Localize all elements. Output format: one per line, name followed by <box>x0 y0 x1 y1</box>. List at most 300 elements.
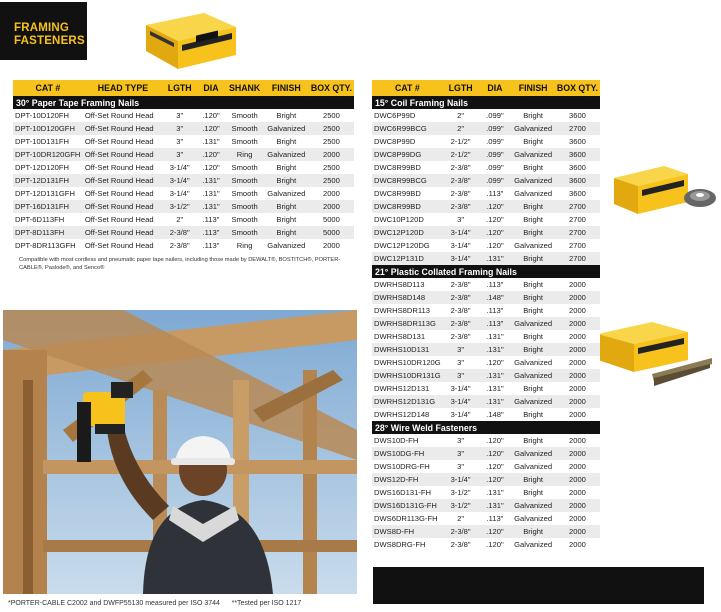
column-header: LGTH <box>163 80 197 96</box>
table-cell: DWC10P120D <box>372 213 443 226</box>
table-row <box>372 447 600 460</box>
table-row <box>372 434 600 447</box>
table-cell: .131" <box>479 369 512 382</box>
table-cell: DWRHS8D113 <box>372 278 443 291</box>
table-row <box>372 460 600 473</box>
table-cell: 2000 <box>555 460 600 473</box>
table-row <box>372 330 600 343</box>
section-header <box>372 96 600 109</box>
table-cell: Off-Set Round Head <box>83 200 163 213</box>
table-row <box>13 213 354 226</box>
table-header-row <box>13 80 354 96</box>
table-cell: .131" <box>196 135 225 148</box>
worker-nailing-framing-photo <box>3 310 357 594</box>
table-cell: 2000 <box>555 356 600 369</box>
table-cell: 3-1/4" <box>443 395 479 408</box>
table-cell: DWRHS12D131G <box>372 395 443 408</box>
table-cell: 2000 <box>309 239 354 252</box>
column-header: FINISH <box>264 80 309 96</box>
table-cell: DPT-8D113FH <box>13 226 83 239</box>
table-row <box>13 226 354 239</box>
table-cell: Bright <box>264 226 309 239</box>
table-cell: 3-1/4" <box>163 161 197 174</box>
table-cell: DWC12P120D <box>372 226 443 239</box>
column-header: FINISH <box>511 80 555 96</box>
table-cell: 2-3/8" <box>443 174 479 187</box>
section-header <box>13 96 354 109</box>
table-row <box>372 473 600 486</box>
table-cell: Galvanized <box>511 460 555 473</box>
table-cell: Smooth <box>226 200 264 213</box>
table-cell: 2-1/2" <box>443 148 479 161</box>
table-cell: DWC12P131D <box>372 252 443 265</box>
table-cell: Off-Set Round Head <box>83 148 163 161</box>
table-cell: DWRHS10DR131G <box>374 371 441 380</box>
paper-tape-nails-table <box>13 80 354 252</box>
table-cell: 3" <box>163 135 197 148</box>
section-header <box>372 265 600 278</box>
table-cell: .131" <box>479 486 512 499</box>
table-cell: Smooth <box>226 135 264 148</box>
table-cell: Bright <box>511 330 555 343</box>
table-cell: 2000 <box>555 486 600 499</box>
table-cell: 2-3/8" <box>443 187 479 200</box>
table-row <box>372 252 600 265</box>
table-row <box>13 187 354 200</box>
table-cell: Off-Set Round Head <box>83 161 163 174</box>
table-cell: 2000 <box>555 291 600 304</box>
table-cell: DWRHS12D131 <box>372 382 443 395</box>
table-cell: 2-3/8" <box>443 161 479 174</box>
column-header: DIA <box>479 80 512 96</box>
table-cell: DWRHS10D131 <box>372 343 443 356</box>
table-row <box>13 174 354 187</box>
table-row <box>372 486 600 499</box>
table-cell: 2000 <box>555 317 600 330</box>
table-cell: .099" <box>479 122 512 135</box>
table-cell: 2-3/8" <box>443 538 479 551</box>
table-cell: .131" <box>196 187 225 200</box>
table-cell: Bright <box>511 200 555 213</box>
table-cell: 2000 <box>555 408 600 421</box>
table-cell: 3-1/4" <box>443 473 479 486</box>
table-row <box>372 200 600 213</box>
table-row <box>372 174 600 187</box>
table-cell: Galvanized <box>511 187 555 200</box>
table-cell: Bright <box>511 109 555 122</box>
table-cell: DWS16D131G-FH <box>372 499 443 512</box>
table-cell: 2-3/8" <box>443 317 479 330</box>
table-cell: Smooth <box>226 226 264 239</box>
title-line-1: FRAMING <box>14 22 70 34</box>
table-cell: DPT-6D113FH <box>13 213 83 226</box>
table-cell: 5000 <box>309 213 354 226</box>
table-cell: 2-3/8" <box>443 525 479 538</box>
table-cell: Off-Set Round Head <box>83 226 163 239</box>
table-cell: Bright <box>511 486 555 499</box>
table-cell: .131" <box>479 343 512 356</box>
table-cell: 2-3/8" <box>443 304 479 317</box>
table-cell: .120" <box>196 161 225 174</box>
table-cell: Smooth <box>226 187 264 200</box>
column-header: LGTH <box>443 80 479 96</box>
table-cell: DWS12D-FH <box>372 473 443 486</box>
table-cell: 2-3/8" <box>163 226 197 239</box>
table-cell: DPT-10DR120GFH <box>13 148 83 161</box>
table-cell: Smooth <box>226 174 264 187</box>
table-cell: 3-1/4" <box>163 174 197 187</box>
table-cell: DWS16D131-FH <box>372 486 443 499</box>
table-row <box>372 135 600 148</box>
table-row <box>372 408 600 421</box>
table-cell: .099" <box>479 135 512 148</box>
paper-tape-nail-box-image <box>138 5 240 77</box>
table-cell: .120" <box>196 148 225 161</box>
table-cell: .120" <box>479 525 512 538</box>
table-cell: .113" <box>479 187 512 200</box>
table-cell: 2000 <box>555 330 600 343</box>
table-row <box>13 109 354 122</box>
table-row <box>372 122 600 135</box>
table-cell: Bright <box>511 408 555 421</box>
table-cell: 3-1/4" <box>443 252 479 265</box>
table-cell: DWC8R99BD <box>372 161 443 174</box>
table-cell: Off-Set Round Head <box>83 213 163 226</box>
table-cell: .120" <box>479 447 512 460</box>
table-cell: 3600 <box>555 109 600 122</box>
table-row <box>372 369 600 382</box>
table-row <box>372 317 600 330</box>
table-cell: Galvanized <box>511 447 555 460</box>
table-cell: Smooth <box>226 161 264 174</box>
table-cell: Bright <box>264 200 309 213</box>
table-cell: .099" <box>479 174 512 187</box>
table-cell: .099" <box>479 148 512 161</box>
table-cell: DWC8R99BCG <box>372 174 443 187</box>
framing-nails-table <box>372 80 600 551</box>
table-cell: 2000 <box>555 525 600 538</box>
table-cell: 3" <box>443 434 479 447</box>
table-cell: Bright <box>511 434 555 447</box>
table-cell: Galvanized <box>511 512 555 525</box>
table-cell: 2500 <box>309 161 354 174</box>
table-cell: 2700 <box>555 200 600 213</box>
table-cell: .120" <box>196 122 225 135</box>
table-cell: 2000 <box>555 304 600 317</box>
table-cell: 3-1/4" <box>443 226 479 239</box>
table-cell: 3" <box>163 148 197 161</box>
table-cell: Smooth <box>226 122 264 135</box>
footer-black-bar <box>373 567 704 604</box>
table-cell: 2000 <box>555 434 600 447</box>
table-cell: .148" <box>479 408 512 421</box>
table-cell: .113" <box>479 278 512 291</box>
table-cell: Galvanized <box>264 148 309 161</box>
table-cell: Bright <box>264 213 309 226</box>
table-cell: 2500 <box>309 174 354 187</box>
table-cell: 3" <box>443 460 479 473</box>
table-cell: .113" <box>479 317 512 330</box>
table-cell: DWS6DR113G-FH <box>372 512 443 525</box>
table-row <box>13 148 354 161</box>
table-cell: 3" <box>443 343 479 356</box>
table-cell: DPT-8DR113GFH <box>13 239 83 252</box>
table-row <box>372 278 600 291</box>
title-line-2: FASTENERS <box>14 35 85 47</box>
table-cell: .120" <box>479 213 512 226</box>
table-cell: 3600 <box>555 161 600 174</box>
table-cell: .131" <box>479 499 512 512</box>
table-cell: 2000 <box>309 148 354 161</box>
table-cell: 2700 <box>555 122 600 135</box>
table-cell: 2" <box>443 512 479 525</box>
column-header: DIA <box>196 80 225 96</box>
table-row <box>372 499 600 512</box>
table-cell: .113" <box>196 239 225 252</box>
table-cell: Galvanized <box>511 356 555 369</box>
table-cell: Galvanized <box>511 538 555 551</box>
table-row <box>372 304 600 317</box>
table-cell: 2" <box>163 213 197 226</box>
table-cell: DWRHS8DR113 <box>372 304 443 317</box>
table-cell: Galvanized <box>264 239 309 252</box>
table-cell: 5000 <box>309 226 354 239</box>
table-cell: .120" <box>479 356 512 369</box>
table-cell: .113" <box>479 304 512 317</box>
table-cell: .120" <box>479 460 512 473</box>
table-cell: .099" <box>479 161 512 174</box>
section-title: 21° Plastic Collated Framing Nails <box>372 265 600 278</box>
table-cell: 2" <box>443 109 479 122</box>
table-cell: 2000 <box>309 187 354 200</box>
table-cell: .131" <box>196 200 225 213</box>
table-cell: 3" <box>443 369 479 382</box>
coil-nail-box-image <box>608 160 720 220</box>
table-cell: .120" <box>479 434 512 447</box>
table-cell: DWRHS12D148 <box>372 408 443 421</box>
table-cell: DWC8R99BD <box>372 187 443 200</box>
table-cell: Smooth <box>226 109 264 122</box>
section-title: 28° Wire Weld Fasteners <box>372 421 600 434</box>
table-row <box>372 148 600 161</box>
table-cell: 2000 <box>555 538 600 551</box>
column-header: CAT # <box>13 80 83 96</box>
table-cell: 2000 <box>555 278 600 291</box>
table-cell: 3600 <box>555 174 600 187</box>
table-cell: Off-Set Round Head <box>83 239 163 252</box>
table-row <box>13 135 354 148</box>
table-cell: Bright <box>264 135 309 148</box>
column-header: HEAD TYPE <box>83 80 163 96</box>
column-header: CAT # <box>372 80 443 96</box>
table-cell: 3-1/4" <box>443 408 479 421</box>
table-cell: Bright <box>511 382 555 395</box>
table-cell: 2500 <box>309 109 354 122</box>
table-cell: Bright <box>511 135 555 148</box>
table-cell: 3-1/4" <box>443 239 479 252</box>
table-cell: 3-1/2" <box>443 486 479 499</box>
table-cell: DWRHS8D148 <box>372 291 443 304</box>
table-cell: Bright <box>511 525 555 538</box>
table-cell: 2700 <box>555 226 600 239</box>
table-cell: .099" <box>479 109 512 122</box>
table-cell: Bright <box>511 343 555 356</box>
table-cell: DWC8R99BD <box>372 200 443 213</box>
table-cell: .120" <box>479 200 512 213</box>
table-cell: 2-3/8" <box>443 291 479 304</box>
footer-note-2: **Tested per ISO 1217 <box>231 600 302 607</box>
table-cell: .131" <box>479 395 512 408</box>
table-row <box>13 239 354 252</box>
table-cell: .120" <box>196 109 225 122</box>
table-cell: 2000 <box>555 447 600 460</box>
table-cell: Off-Set Round Head <box>83 187 163 200</box>
table-cell: 2000 <box>555 382 600 395</box>
table-cell: 2500 <box>309 122 354 135</box>
page-title <box>0 2 87 60</box>
table-row <box>372 512 600 525</box>
table-cell: Bright <box>511 291 555 304</box>
table-cell: Bright <box>511 213 555 226</box>
table-cell: Galvanized <box>511 174 555 187</box>
table-row <box>372 187 600 200</box>
section-title: 15° Coil Framing Nails <box>372 96 600 109</box>
table-cell: Galvanized <box>511 499 555 512</box>
table-cell: DWS10DG-FH <box>372 447 443 460</box>
table-cell: DWS10D-FH <box>372 434 443 447</box>
table-cell: 3600 <box>555 135 600 148</box>
table-row <box>372 538 600 551</box>
table-cell: Galvanized <box>511 317 555 330</box>
table-cell: .120" <box>479 473 512 486</box>
table-cell: Bright <box>511 304 555 317</box>
table-cell: Galvanized <box>511 395 555 408</box>
table-cell: DWS8D-FH <box>372 525 443 538</box>
table-cell: 3" <box>443 213 479 226</box>
table-cell: 2-3/8" <box>443 278 479 291</box>
table-cell: DWRHS10DR120G <box>374 358 441 367</box>
table-cell: DPT-10D131FH <box>13 135 83 148</box>
table-cell: 2000 <box>309 200 354 213</box>
table-cell: .113" <box>479 512 512 525</box>
table-cell: DPT-10D120GFH <box>13 122 83 135</box>
table-cell: Galvanized <box>264 122 309 135</box>
table-row <box>372 213 600 226</box>
table-cell: DWS8DRG-FH <box>372 538 443 551</box>
table-cell: 2-1/2" <box>443 135 479 148</box>
table-row <box>372 291 600 304</box>
table-cell: Bright <box>511 161 555 174</box>
table-cell: 2000 <box>555 395 600 408</box>
table-cell: 3-1/4" <box>443 382 479 395</box>
table-cell: 3" <box>443 356 479 369</box>
table-cell: 2-3/8" <box>163 239 197 252</box>
table-row <box>372 525 600 538</box>
table-header-row <box>372 80 600 96</box>
plastic-collated-nail-box-image <box>592 316 714 396</box>
table-row <box>13 161 354 174</box>
table-row <box>372 109 600 122</box>
table-row <box>372 226 600 239</box>
table-row <box>372 356 600 369</box>
table-cell: Bright <box>511 252 555 265</box>
section-title: 30° Paper Tape Framing Nails <box>13 96 354 109</box>
table-cell: 2000 <box>555 369 600 382</box>
table-row <box>372 382 600 395</box>
table-cell: 2" <box>443 122 479 135</box>
table-cell: .131" <box>479 252 512 265</box>
table-cell: 2000 <box>555 343 600 356</box>
table-cell: Galvanized <box>264 187 309 200</box>
table-cell: DPT-12D131GFH <box>13 187 83 200</box>
table-cell: DPT-12D131FH <box>13 174 83 187</box>
table-cell: Off-Set Round Head <box>83 122 163 135</box>
table-cell: DWC6R99BCG <box>372 122 443 135</box>
table-cell: Bright <box>264 161 309 174</box>
table-cell: Bright <box>511 473 555 486</box>
table-cell: 2-3/8" <box>443 200 479 213</box>
compatibility-note: Compatible with most cordless and pneumatic paper tape nailers, including those made by DEWALT®, BOSTITCH®, PORTER-CABLE®, Paslode®, and Senco® <box>19 257 341 271</box>
table-cell: 3-1/2" <box>163 200 197 213</box>
table-cell: DWC8P99DG <box>372 148 443 161</box>
table-cell: Bright <box>264 109 309 122</box>
table-cell: Ring <box>226 148 264 161</box>
table-cell: DWC6P99D <box>372 109 443 122</box>
table-cell: DWRHS8DR113G <box>372 317 443 330</box>
table-cell: .148" <box>479 291 512 304</box>
table-cell: 3" <box>163 122 197 135</box>
table-cell: .120" <box>479 538 512 551</box>
table-cell: DWS10DRG-FH <box>372 460 443 473</box>
table-cell: DWRHS8D131 <box>372 330 443 343</box>
table-cell: Off-Set Round Head <box>83 109 163 122</box>
column-header: BOX QTY. <box>309 80 354 96</box>
table-row <box>372 239 600 252</box>
table-cell: DPT-10D120FH <box>13 109 83 122</box>
table-cell: Off-Set Round Head <box>83 135 163 148</box>
table-cell: Galvanized <box>511 148 555 161</box>
table-row <box>13 200 354 213</box>
table-cell: .120" <box>479 239 512 252</box>
table-cell: .120" <box>479 226 512 239</box>
table-cell: Off-Set Round Head <box>83 174 163 187</box>
table-cell: 2700 <box>555 239 600 252</box>
table-cell: 3-1/4" <box>163 187 197 200</box>
table-row <box>372 343 600 356</box>
table-cell: 3-1/2" <box>443 499 479 512</box>
column-header: SHANK <box>226 80 264 96</box>
table-cell: 3600 <box>555 148 600 161</box>
table-cell: Smooth <box>226 213 264 226</box>
table-cell: 3600 <box>555 187 600 200</box>
table-cell: Galvanized <box>511 122 555 135</box>
table-cell: 3" <box>163 109 197 122</box>
table-cell: .131" <box>196 174 225 187</box>
table-cell: DPT-12D120FH <box>13 161 83 174</box>
table-cell: Ring <box>226 239 264 252</box>
table-cell: .131" <box>479 382 512 395</box>
table-cell: .113" <box>196 213 225 226</box>
column-header: BOX QTY. <box>555 80 600 96</box>
table-cell: 2000 <box>555 499 600 512</box>
table-cell: .131" <box>479 330 512 343</box>
table-cell: DWC12P120DG <box>372 239 443 252</box>
table-row <box>372 161 600 174</box>
table-cell: 2700 <box>555 252 600 265</box>
table-cell: Galvanized <box>511 369 555 382</box>
table-cell: DPT-16D131FH <box>13 200 83 213</box>
table-row <box>13 122 354 135</box>
